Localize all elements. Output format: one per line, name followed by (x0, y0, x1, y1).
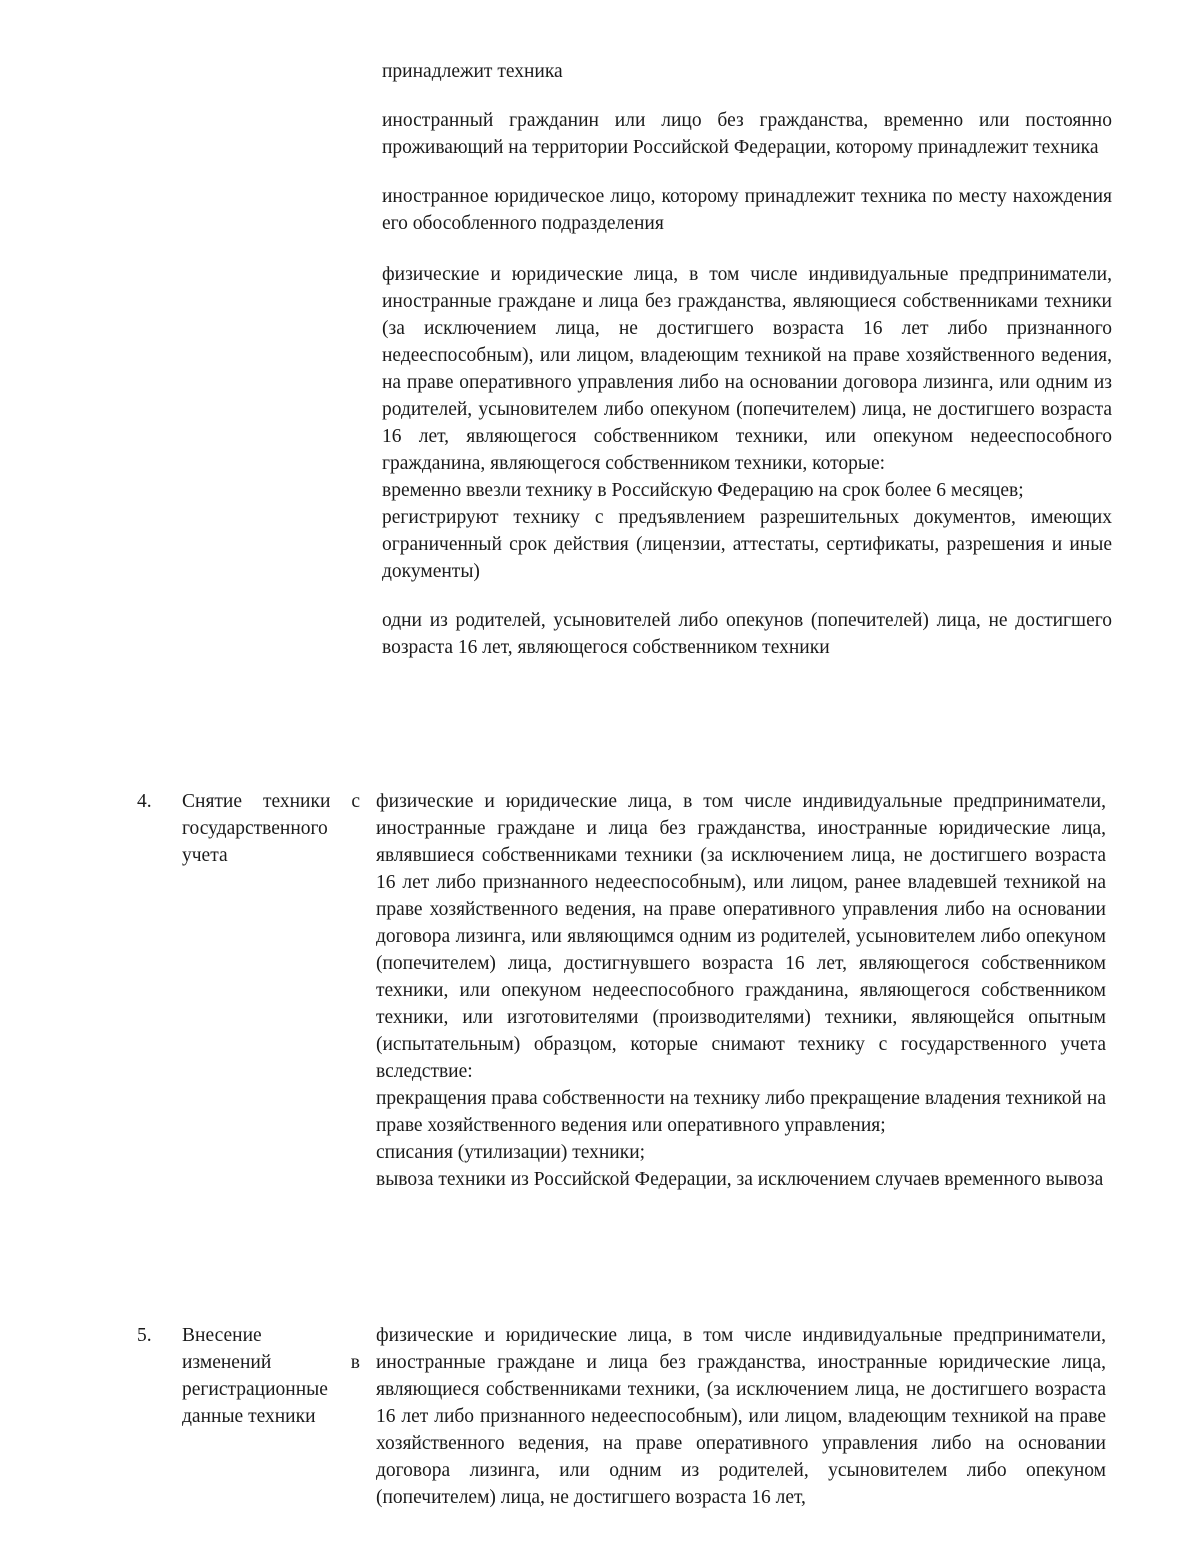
paragraph-deregistration-applicants: физические и юридические лица, в том числе индивидуальные предприниматели, иностранные граждане и лица без гражданства, иностранные юридические лица, являвшиеся собственниками техники (за исключением лица, не достигшего возраста 16 лет либо признанного недееспособным), или лицом, ранее владевшей техникой на праве хозяйственного ведения, на праве оперативного управления либо на основании договора лизинга, или являющимся одним из родителей, усыновителем либо опекуном (попечителем) лица, достигнувшего возраста 16 лет, являющегося собственником техники, или опекуном недееспособного гражданина, являющегося собственником техники, или изготовителями (производителями) техники, являющейся опытным (испытательным) образцом, которые снимают технику с государственного учета вследствие: (376, 791, 1106, 1082)
item-name-line: Внесение (182, 1325, 262, 1346)
paragraph-parents-guardians: одни из родителей, усыновителей либо опекунов (попечителей) лица, не достигшего возраста 16 лет, являющегося собственником техники (382, 610, 1112, 658)
paragraph-permit-documents: регистрируют технику с предъявлением разрешительных документов, имеющих ограниченный срок действия (лицензии, аттестаты, сертификаты, разрешения и иные документы) (382, 507, 1112, 582)
paragraph-individuals-and-entities: физические и юридические лица, в том числе индивидуальные предприниматели, иностранные граждане и лица без гражданства, являющиеся собственниками техники (за исключением лица, не достигшего возраста 16 лет либо признанного недееспособным), или лицом, владеющим техникой на праве хозяйственного ведения, на праве оперативного управления либо на основании договора лизинга, или одним из родителей, усыновителем либо опекуном (попечителем) лица, не достигшего возраста 16 лет, являющегося собственником техники, или опекуном недееспособного гражданина, являющегося собственником техники, которые: (382, 264, 1112, 474)
item-description (376, 1322, 1106, 1511)
paragraph-changes-applicants: физические и юридические лица, в том числе индивидуальные предприниматели, иностранные граждане и лица без гражданства, иностранные юридические лица, являющиеся собственниками техники, (за исключением лица, не достигшего возраста 16 лет либо признанного недееспособным), или лицом, владеющим техникой на праве хозяйственного ведения, на праве оперативного управления либо на основании договора лизинга, или одним из родителей, усыновителем либо опекуном (попечителем) лица, не достигшего возраста 16 лет, (376, 1325, 1106, 1508)
paragraph-disposal: списания (утилизации) техники; (376, 1142, 646, 1163)
item-name-line: регистрационные (182, 1379, 328, 1400)
item-name (182, 1322, 360, 1430)
continuation-block (382, 58, 1112, 661)
paragraph-foreign-citizen: иностранный гражданин или лицо без гражданства, временно или постоянно проживающий на территории Российской Федерации, которому принадлежит техника (382, 110, 1112, 158)
item-description (376, 788, 1106, 1193)
paragraph-temporary-import: временно ввезли технику в Российскую Федерацию на срок более 6 месяцев; (382, 480, 1024, 501)
item-name (182, 788, 360, 869)
item-name-line: данные техники (182, 1406, 316, 1427)
item-name-line: Снятие техники с (182, 791, 360, 812)
paragraph-foreign-legal-entity: иностранное юридическое лицо, которому принадлежит техника по месту нахождения его обособленного подразделения (382, 186, 1112, 234)
item-number: 4. (137, 791, 152, 812)
paragraph-owner-continuation: принадлежит техника (382, 61, 563, 82)
item-name-line: учета (182, 845, 228, 866)
item-name-line: государственного (182, 818, 328, 839)
item-number: 5. (137, 1325, 152, 1346)
paragraph-termination-of-ownership: прекращения права собственности на технику либо прекращение владения техникой на праве хозяйственного ведения или оперативного управления; (376, 1088, 1106, 1136)
item-name-line: изменений в (182, 1352, 360, 1373)
paragraph-export: вывоза техники из Российской Федерации, за исключением случаев временного вывоза (376, 1169, 1104, 1190)
